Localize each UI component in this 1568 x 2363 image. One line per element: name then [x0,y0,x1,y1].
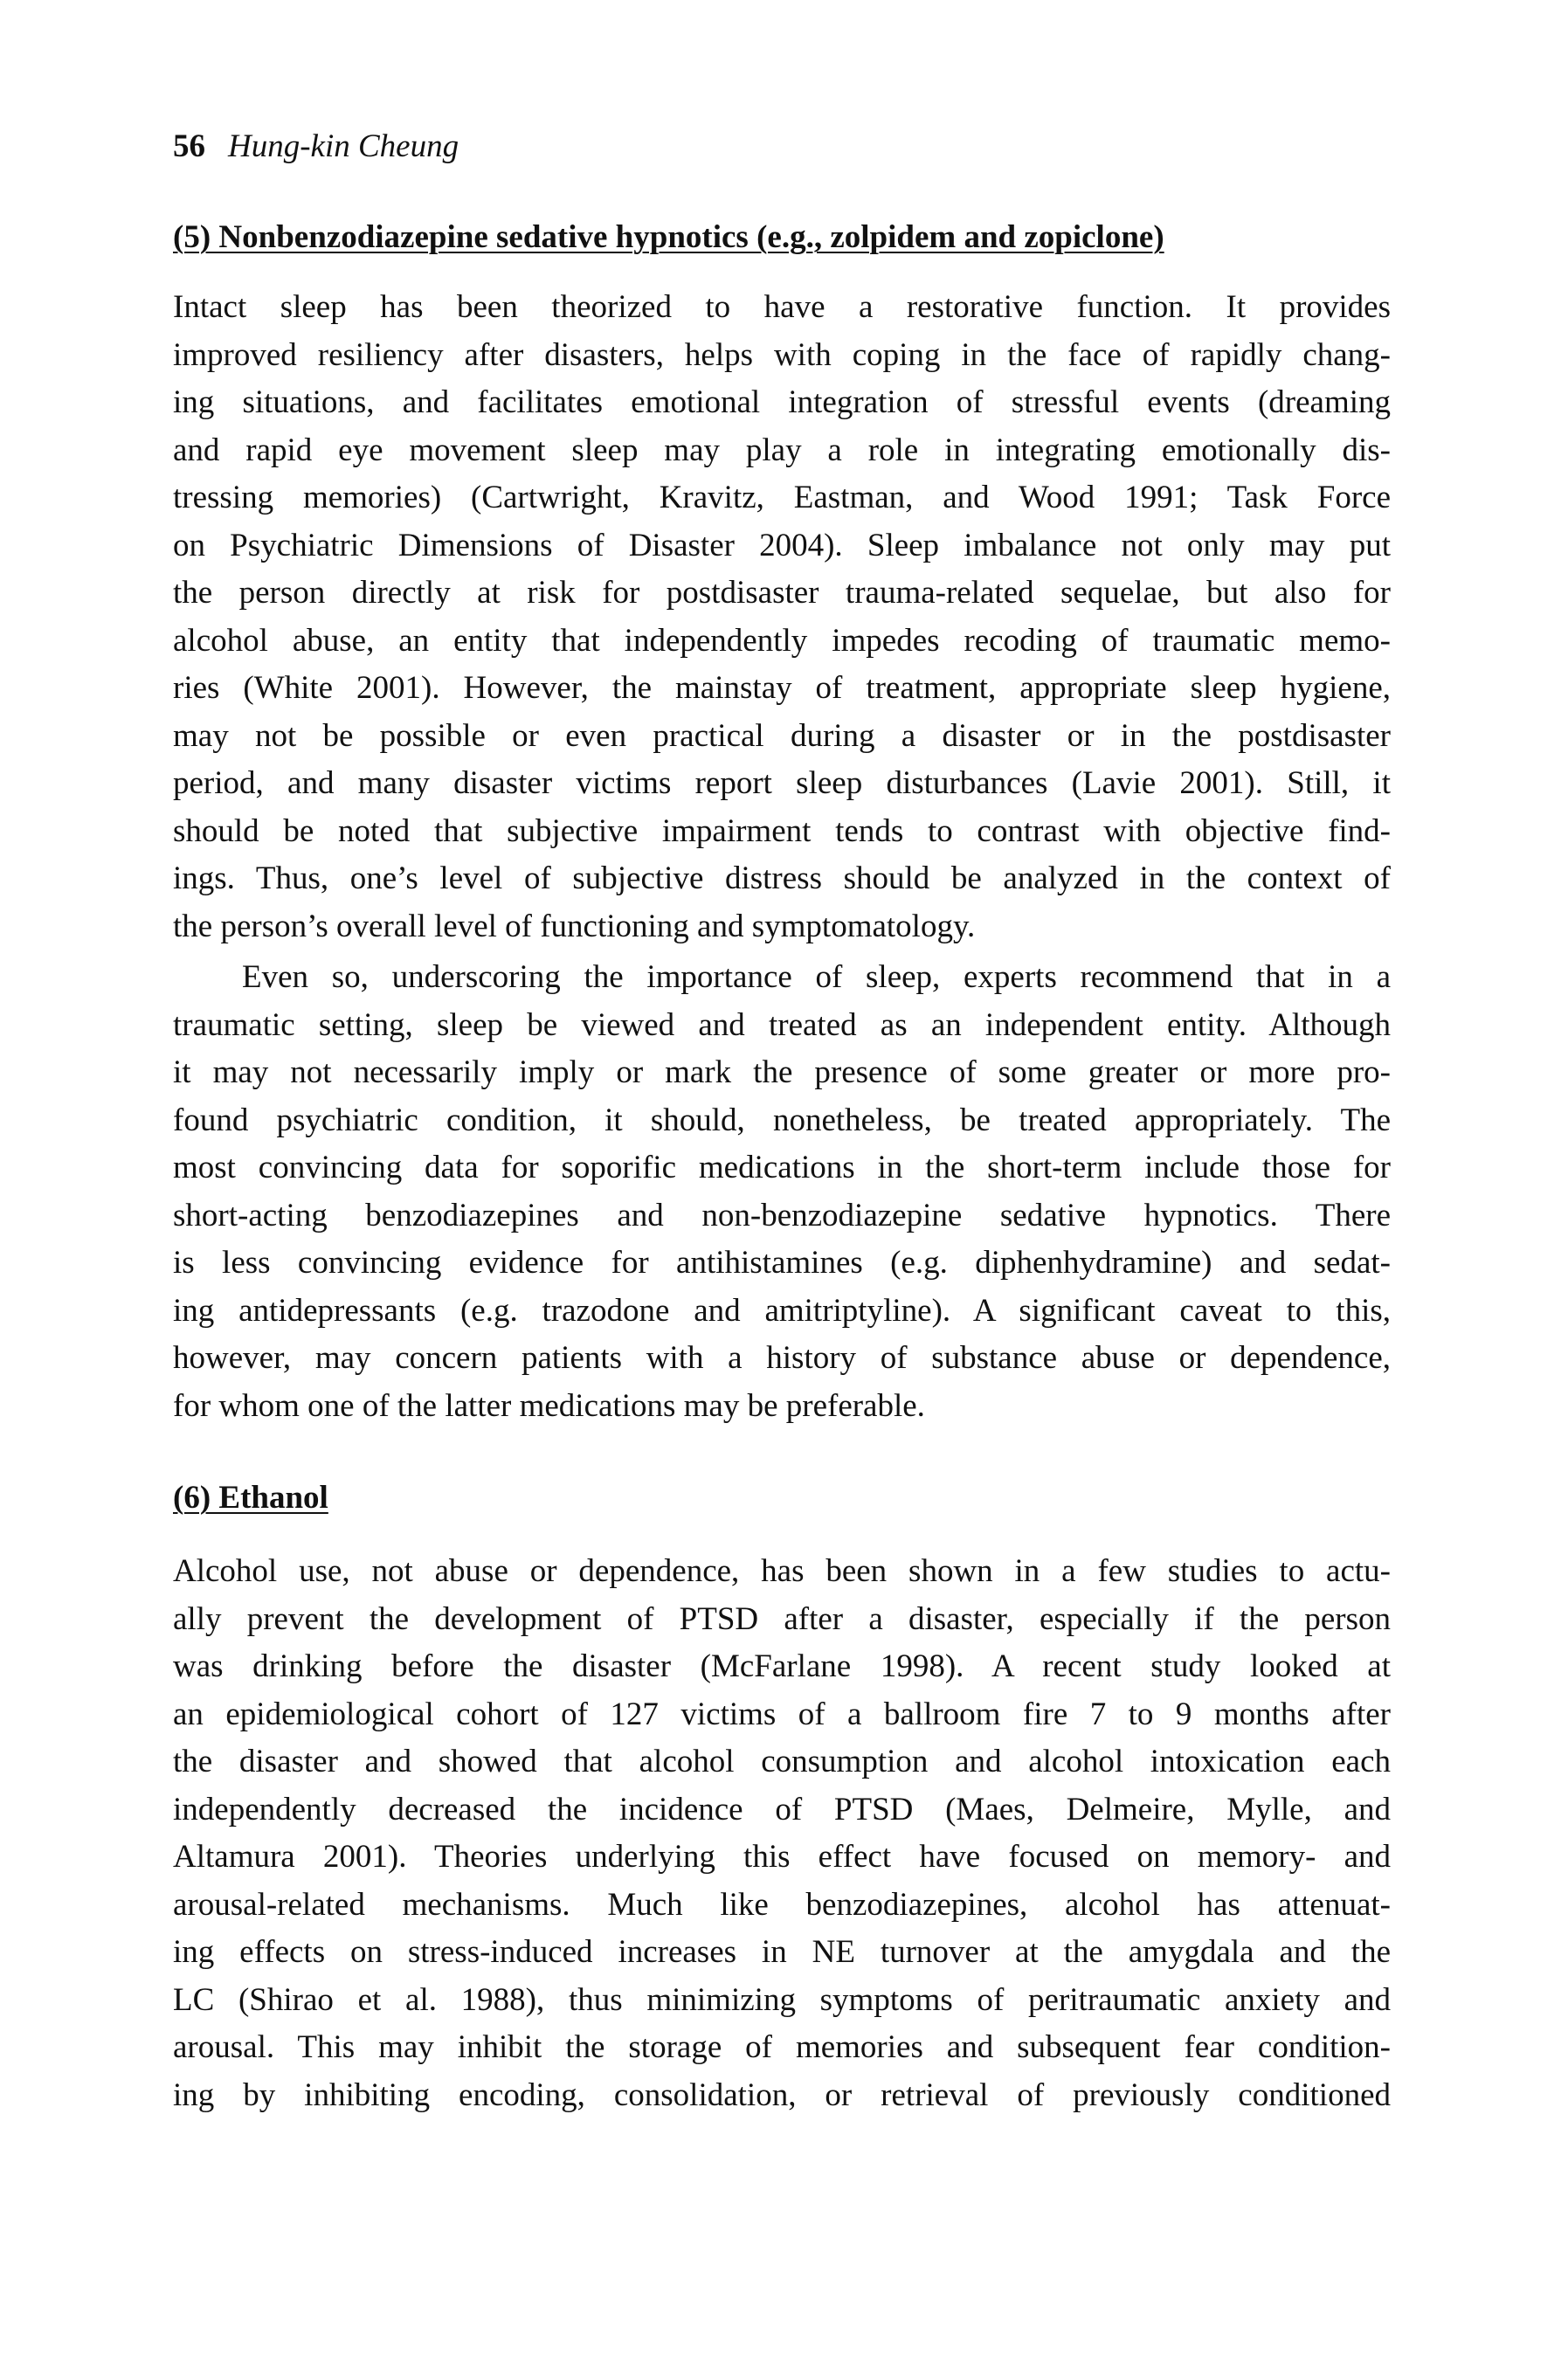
text-line: for whom one of the latter medications may be preferable. [173,1387,925,1424]
paragraph-sleep-function [173,284,1391,950]
text-line: ing situations, and facilitates emotional integration of stressful events (dreaming [173,384,1391,420]
text-line: Intact sleep has been theorized to have a restorative function. It provides [173,289,1391,325]
section-heading-nonbenzodiazepine: (5) Nonbenzodiazepine sedative hypnotics (e.g., zolpidem and zopiclone) [173,219,1164,255]
text-line: arousal. This may inhibit the storage of memories and subsequent fear condition- [173,2029,1391,2065]
text-line: on Psychiatric Dimensions of Disaster 2004). Sleep imbalance not only may put [173,527,1391,563]
text-line: was drinking before the disaster (McFarlane 1998). A recent study looked at [173,1648,1391,1684]
text-line: traumatic setting, sleep be viewed and treated as an independent entity. Although [173,1006,1391,1043]
text-line: however, may concern patients with a history of substance abuse or dependence, [173,1340,1391,1376]
text-line: ally prevent the development of PTSD after a disaster, especially if the person [173,1600,1391,1637]
text-line: tressing memories) (Cartwright, Kravitz, Eastman, and Wood 1991; Task Force [173,480,1391,515]
text-line: it may not necessarily imply or mark the presence of some greater or more pro- [173,1054,1391,1090]
text-line: ings. Thus, one’s level of subjective distress should be analyzed in the context of [173,860,1391,896]
text-line: Even so, underscoring the importance of sleep, experts recommend that in a [242,959,1391,995]
text-line: the person directly at risk for postdisaster trauma-related sequelae, but also for [173,575,1391,611]
text-line: ries (White 2001). However, the mainstay of treatment, appropriate sleep hygiene, [173,670,1391,706]
text-line: Altamura 2001). Theories underlying this effect have focused on memory- and [173,1839,1391,1875]
section-heading-ethanol: (6) Ethanol [173,1480,328,1516]
text-line: ing antidepressants (e.g. trazodone and amitriptyline). A significant caveat to this, [173,1292,1391,1329]
text-line: is less convincing evidence for antihistamines (e.g. diphenhydramine) and sedat- [173,1245,1391,1281]
text-line: may not be possible or even practical during a disaster or in the postdisaster [173,717,1391,754]
text-line: and rapid eye movement sleep may play a role in integrating emotionally dis- [173,432,1391,468]
text-line: most convincing data for soporific medications in the short-term include those for [173,1150,1391,1185]
text-line: short-acting benzodiazepines and non-benzodiazepine sedative hypnotics. There [173,1197,1391,1233]
paragraph-alcohol-use [173,1548,1391,2119]
text-line: should be noted that subjective impairment tends to contrast with objective find- [173,812,1391,849]
text-line: independently decreased the incidence of PTSD (Maes, Delmeire, Mylle, and [173,1791,1391,1828]
text-line: period, and many disaster victims report sleep disturbances (Lavie 2001). Still, it [173,765,1391,801]
text-line: LC (Shirao et al. 1988), thus minimizing symptoms of peritraumatic anxiety and [173,1981,1391,2018]
text-line: Alcohol use, not abuse or dependence, has been shown in a few studies to actu- [173,1553,1391,1589]
text-line: arousal-related mechanisms. Much like benzodiazepines, alcohol has attenuat- [173,1886,1391,1923]
text-line: the person’s overall level of functioning and symptomatology. [173,908,976,944]
text-line: improved resiliency after disasters, helps with coping in the face of rapidly chang- [173,336,1391,373]
running-head-author: Hung-kin Cheung [228,128,459,164]
text-line: alcohol abuse, an entity that independently impedes recoding of traumatic memo- [173,622,1391,659]
running-head [173,122,459,171]
text-line: the disaster and showed that alcohol consumption and alcohol intoxication each [173,1744,1391,1779]
text-line: found psychiatric condition, it should, nonetheless, be treated appropriately. The [173,1102,1391,1138]
text-line: ing effects on stress-induced increases in NE turnover at the amygdala and the [173,1934,1391,1970]
paragraph-sleep-treatment [173,954,1391,1430]
text-line: an epidemiological cohort of 127 victims of a ballroom fire 7 to 9 months after [173,1696,1391,1732]
page-number: 56 [173,128,205,164]
text-line: ing by inhibiting encoding, consolidation, or retrieval of previously conditioned [173,2076,1391,2113]
